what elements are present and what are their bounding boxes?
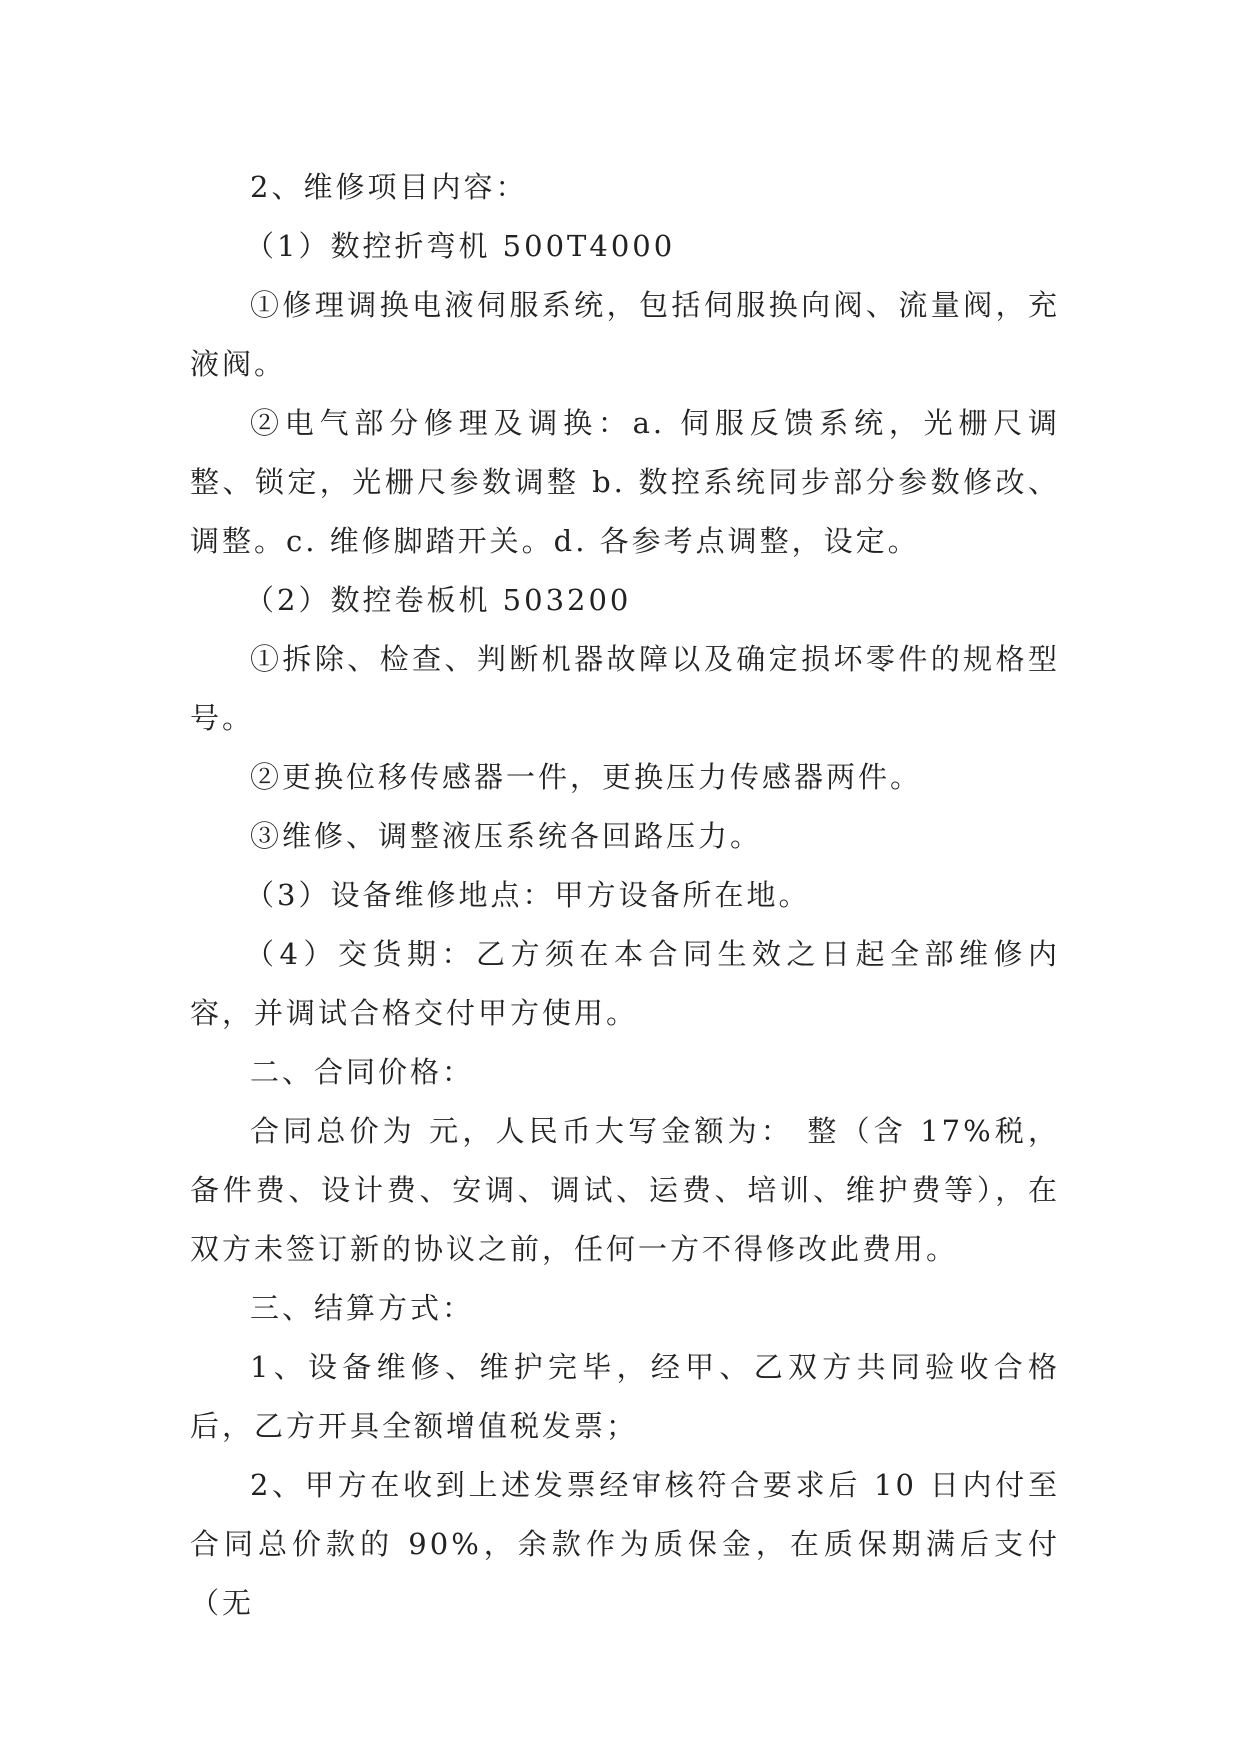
item-2-point-3: ③维修、调整液压系统各回路压力。 bbox=[250, 819, 763, 853]
item-1-title: （1）数控折弯机 500T4000 bbox=[245, 229, 676, 263]
item-1-point-2: ②电气部分修理及调换：a. 伺服反馈系统，光栅尺调整、锁定，光栅尺参数调整 b. 数控系统同步部分参数修改、调整。c. 维修脚踏开关。d. 各参考点调整，设定。 bbox=[190, 406, 1060, 558]
item-3-location: （3）设备维修地点：甲方设备所在地。 bbox=[245, 878, 811, 912]
section-heading-contract-price: 二、合同价格： bbox=[250, 1055, 475, 1089]
item-4-delivery: （4）交货期：乙方须在本合同生效之日起全部维修内容，并调试合格交付甲方使用。 bbox=[190, 937, 1060, 1030]
item-2-title: （2）数控卷板机 503200 bbox=[245, 583, 632, 617]
section-heading-settlement: 三、结算方式： bbox=[250, 1291, 475, 1325]
item-1-point-1: ①修理调换电液伺服系统，包括伺服换向阀、流量阀，充液阀。 bbox=[190, 288, 1060, 381]
section-heading-repair-items: 2、维修项目内容： bbox=[250, 170, 528, 204]
document-body bbox=[190, 158, 1060, 1633]
settlement-point-2: 2、甲方在收到上述发票经审核符合要求后 10 日内付至合同总价款的 90%，余款作为质保金，在质保期满后支付（无 bbox=[190, 1468, 1060, 1620]
item-2-point-2: ②更换位移传感器一件，更换压力传感器两件。 bbox=[250, 760, 923, 794]
settlement-point-1: 1、设备维修、维护完毕，经甲、乙双方共同验收合格后，乙方开具全额增值税发票； bbox=[190, 1350, 1060, 1443]
item-2-point-1: ①拆除、检查、判断机器故障以及确定损坏零件的规格型号。 bbox=[190, 642, 1060, 735]
contract-price-text: 合同总价为 元，人民币大写金额为： 整（含 17%税，备件费、设计费、安调、调试、运费、培训、维护费等），在双方未签订新的协议之前，任何一方不得修改此费用。 bbox=[190, 1114, 1060, 1266]
